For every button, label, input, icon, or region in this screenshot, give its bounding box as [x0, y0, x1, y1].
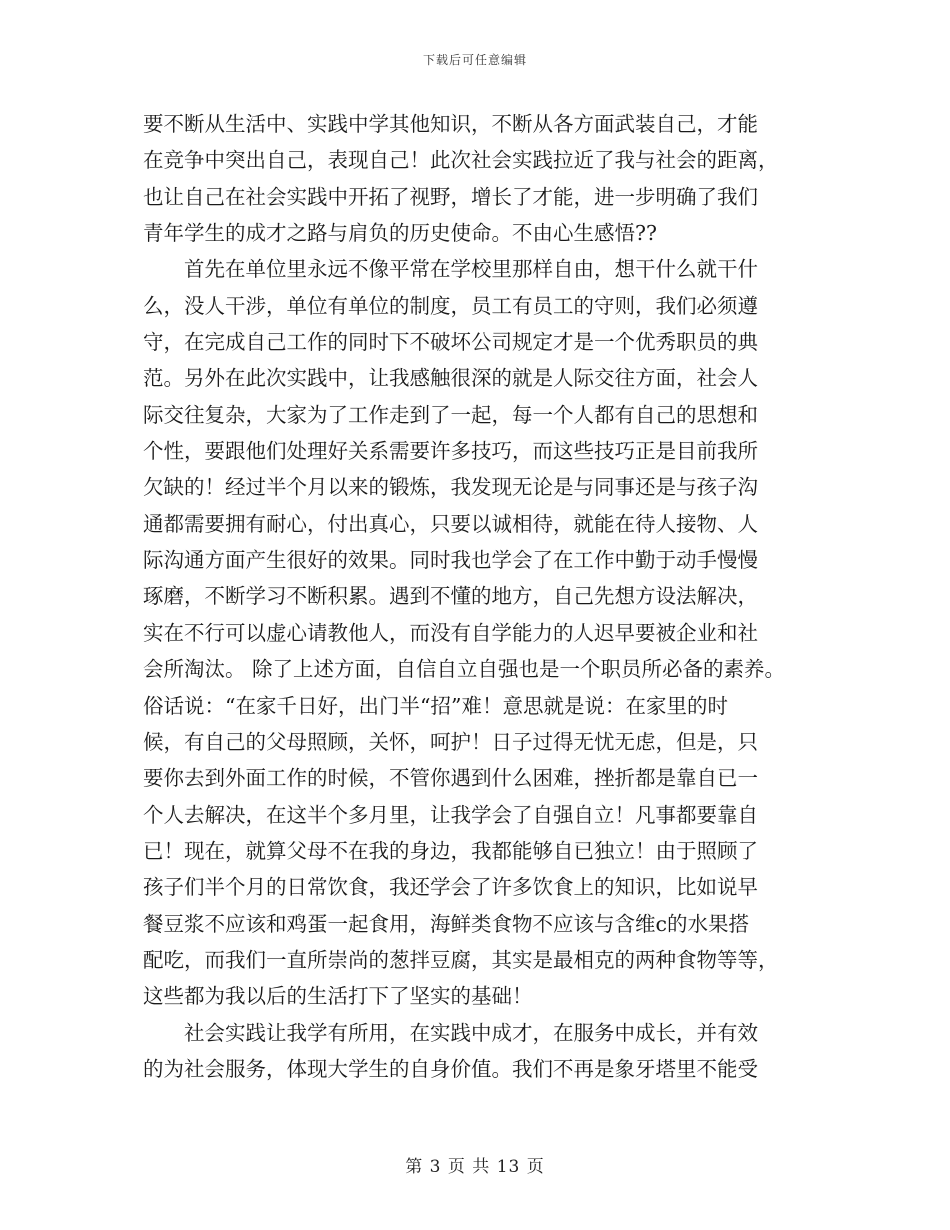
- text-line: 社会实践让我学有所用，在实践中成才，在服务中成长，并有效: [143, 1020, 758, 1045]
- text-line: 实在不行可以虚心请教他人，而没有自学能力的人迟早要被企业和社: [143, 620, 758, 645]
- text-line: 际交往复杂，大家为了工作走到了一起，每一个人都有自己的思想和: [143, 402, 758, 427]
- text-line: 范。另外在此次实践中，让我感触很深的就是人际交往方面，社会人: [143, 366, 758, 391]
- text-line: 在竞争中突出自己，表现自己！此次社会实践拉近了我与社会的距离，: [143, 148, 779, 173]
- text-line: 青年学生的成才之路与肩负的历史使命。不由心生感悟??: [143, 221, 657, 246]
- text-line: 首先在单位里永远不像平常在学校里那样自由，想干什么就干什: [143, 257, 758, 282]
- text-line: 餐豆浆不应该和鸡蛋一起食用，海鲜类食物不应该与含维c的水果搭: [143, 911, 749, 936]
- text-line: 孩子们半个月的日常饮食，我还学会了许多饮食上的知识，比如说早: [143, 875, 758, 900]
- text-line: 欠缺的！经过半个月以来的锻炼，我发现无论是与同事还是与孩子沟: [143, 475, 758, 500]
- text-line: 要你去到外面工作的时候，不管你遇到什么困难，挫折都是靠自已一: [143, 766, 758, 791]
- text-line: 的为社会服务，体现大学生的自身价值。我们不再是象牙塔里不能受: [143, 1056, 758, 1081]
- text-line: 要不断从生活中、实践中学其他知识，不断从各方面武装自己，才能: [143, 112, 758, 136]
- text-line: 琢磨，不断学习不断积累。遇到不懂的地方，自己先想方设法解决，: [143, 584, 758, 609]
- text-line: 个性，要跟他们处理好关系需要许多技巧，而这些技巧正是目前我所: [143, 439, 758, 464]
- page-header: 下载后可任意编辑: [422, 53, 527, 67]
- text-line: 这些都为我以后的生活打下了坚实的基础！: [143, 984, 533, 1009]
- text-line: 通都需要拥有耐心，付出真心，只要以诚相待，就能在待人接物、人: [143, 511, 758, 536]
- text-line: 么，没人干涉，单位有单位的制度，员工有员工的守则，我们必须遵: [143, 293, 758, 318]
- text-line: 个人去解决，在这半个多月里，让我学会了自强自立！凡事都要靠自: [143, 802, 758, 827]
- text-line: 守，在完成自己工作的同时下不破坏公司规定才是一个优秀职员的典: [143, 330, 758, 355]
- text-line: 配吃，而我们一直所崇尚的葱拌豆腐，其实是最相克的两种食物等等，: [143, 947, 779, 972]
- text-line: 会所淘汰。 除了上述方面，自信自立自强也是一个职员所必备的素养。: [143, 657, 786, 682]
- text-line: 俗话说：“在家千日好，出门半“招”难！意思就是说：在家里的时: [143, 693, 728, 718]
- text-line: 已！现在，就算父母不在我的身边，我都能够自已独立！由于照顾了: [143, 838, 758, 863]
- text-line: 候，有自己的父母照顾，关怀，呵护！日子过得无忧无虑，但是，只: [143, 729, 758, 754]
- text-line: 际沟通方面产生很好的效果。同时我也学会了在工作中勤于动手慢慢: [143, 548, 758, 573]
- document-body: [143, 106, 815, 1087]
- text-line: 也让自己在社会实践中开拓了视野，增长了才能，进一步明确了我们: [143, 184, 758, 209]
- page-number-footer: 第 3 页 共 13 页: [405, 1157, 545, 1177]
